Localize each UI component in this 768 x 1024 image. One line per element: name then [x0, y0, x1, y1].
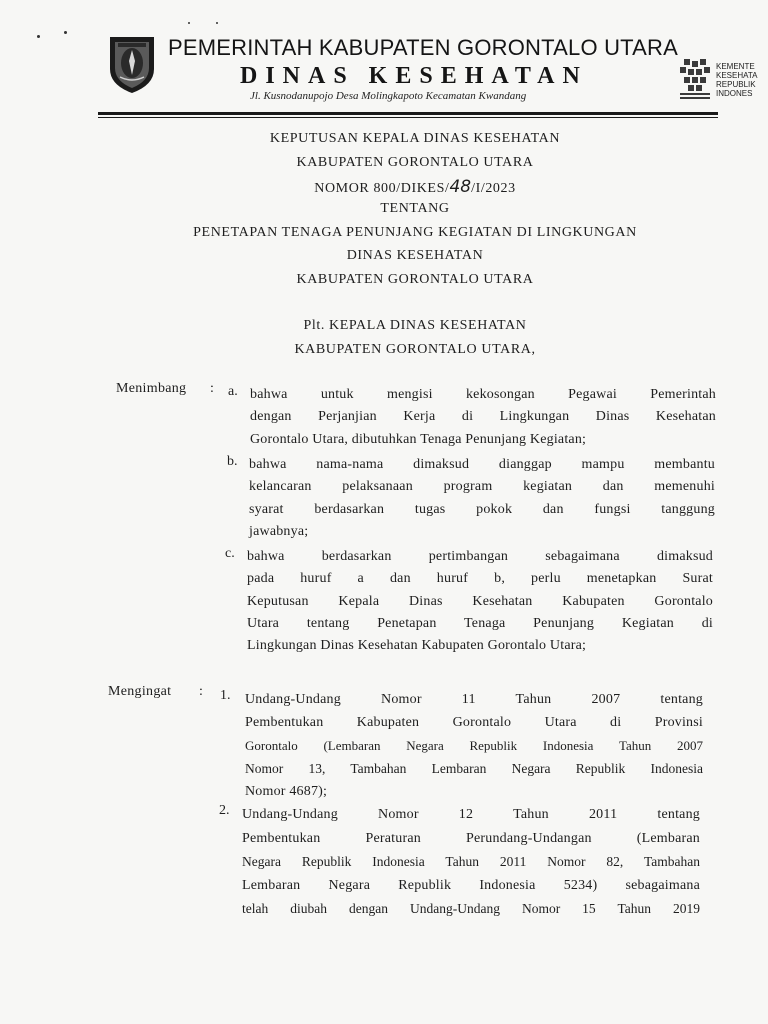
section-label-mengingat: Mengingat: [108, 684, 172, 699]
decree-number: [120, 177, 710, 197]
official-regency: KABUPATEN GORONTALO UTARA,: [294, 342, 536, 357]
kemenkes-line: KESEHATA: [716, 71, 758, 80]
regency-emblem-icon: [104, 33, 160, 95]
item-line: Pembentukan Kabupaten Gorontalo Utara di Provinsi: [245, 715, 703, 730]
item-marker: 2.: [219, 803, 230, 818]
item-line: bahwa berdasarkan pertimbangan sebagaimana dimaksud: [247, 549, 713, 564]
item-line: Nomor 4687);: [245, 784, 328, 799]
kemenkes-line: KEMENTE: [716, 62, 755, 71]
decree-number-handwritten: 48: [449, 177, 472, 197]
item-marker: c.: [225, 546, 235, 561]
item-line: telah diubah dengan Undang-Undang Nomor 15 Tahun 2019: [242, 901, 700, 916]
scan-speck: [188, 22, 190, 24]
item-line: Pembentukan Peraturan Perundang-Undangan (Lembaran: [242, 830, 700, 846]
item-line: Utara tentang Penetapan Tenaga Penunjang Kegiatan di: [247, 615, 713, 631]
decree-subject-line: KABUPATEN GORONTALO UTARA: [296, 272, 534, 287]
item-text: [247, 546, 713, 657]
item-text: [250, 384, 716, 451]
decree-regency: KABUPATEN GORONTALO UTARA: [296, 155, 534, 170]
item-text: [242, 803, 700, 921]
item-line: Gorontalo (Lembaran Negara Republik Indonesia Tahun 2007: [245, 738, 703, 753]
item-line: syarat berdasarkan tugas pokok dan fungsi tanggung: [249, 501, 715, 517]
section-colon: :: [199, 684, 204, 699]
item-line: jawabnya;: [249, 523, 309, 539]
office-address: Jl. Kusnodanupojo Desa Molingkapoto Kecamatan Kwandang: [250, 90, 527, 102]
kemenkes-line: REPUBLIK: [716, 80, 756, 89]
section-colon: :: [210, 381, 215, 396]
department-name: DINAS KESEHATAN: [240, 63, 588, 89]
item-line: Lingkungan Dinas Kesehatan Kabupaten Gorontalo Utara;: [247, 638, 587, 654]
decree-number-prefix: NOMOR 800/DIKES/: [314, 181, 450, 196]
kemenkes-logo-icon: [676, 57, 714, 103]
decree-heading: KEPUTUSAN KEPALA DINAS KESEHATAN: [269, 131, 561, 146]
scan-speck: [216, 22, 218, 24]
letterhead-rule-thin: [98, 117, 718, 118]
item-marker: b.: [227, 454, 238, 469]
item-line: bahwa nama-nama dimaksud dianggap mampu membantu: [249, 457, 715, 472]
item-text: [249, 454, 715, 543]
letterhead-rule: [98, 112, 718, 115]
item-line: Keputusan Kepala Dinas Kesehatan Kabupaten Gorontalo: [247, 593, 713, 609]
scan-speck: [64, 31, 67, 34]
decree-subject-line: DINAS KESEHATAN: [346, 248, 484, 263]
item-marker: 1.: [220, 688, 231, 703]
official-title: Plt. KEPALA DINAS KESEHATAN: [303, 318, 527, 333]
decree-number-suffix: /I/2023: [471, 181, 516, 196]
government-name: PEMERINTAH KABUPATEN GORONTALO UTARA: [168, 35, 678, 60]
item-line: Gorontalo Utara, dibutuhkan Tenaga Penunjang Kegiatan;: [250, 431, 587, 447]
scan-speck: [37, 35, 40, 38]
item-line: Nomor 13, Tambahan Lembaran Negara Republik Indonesia: [245, 761, 703, 776]
item-line: kelancaran pelaksanaan program kegiatan dan memenuhi: [249, 479, 715, 495]
item-line: Undang-Undang Nomor 12 Tahun 2011 tentang: [242, 807, 700, 822]
decree-subject-line: PENETAPAN TENAGA PENUNJANG KEGIATAN DI LINGKUNGAN: [193, 225, 637, 240]
kemenkes-logo-text: [716, 62, 758, 98]
item-line: Lembaran Negara Republik Indonesia 5234) sebagaimana: [242, 877, 700, 893]
item-line: Negara Republik Indonesia Tahun 2011 Nomor 82, Tambahan: [242, 854, 700, 869]
kemenkes-line: INDONES: [716, 89, 753, 98]
decree-about: TENTANG: [380, 201, 450, 216]
section-label-menimbang: Menimbang: [116, 381, 187, 396]
item-text: [245, 688, 703, 803]
item-line: dengan Perjanjian Kerja di Lingkungan Dinas Kesehatan: [250, 409, 716, 425]
item-line: bahwa untuk mengisi kekosongan Pegawai Pemerintah: [250, 387, 716, 402]
item-line: Undang-Undang Nomor 11 Tahun 2007 tentang: [245, 692, 703, 707]
item-line: pada huruf a dan huruf b, perlu menetapkan Surat: [247, 571, 713, 587]
item-marker: a.: [228, 384, 238, 399]
